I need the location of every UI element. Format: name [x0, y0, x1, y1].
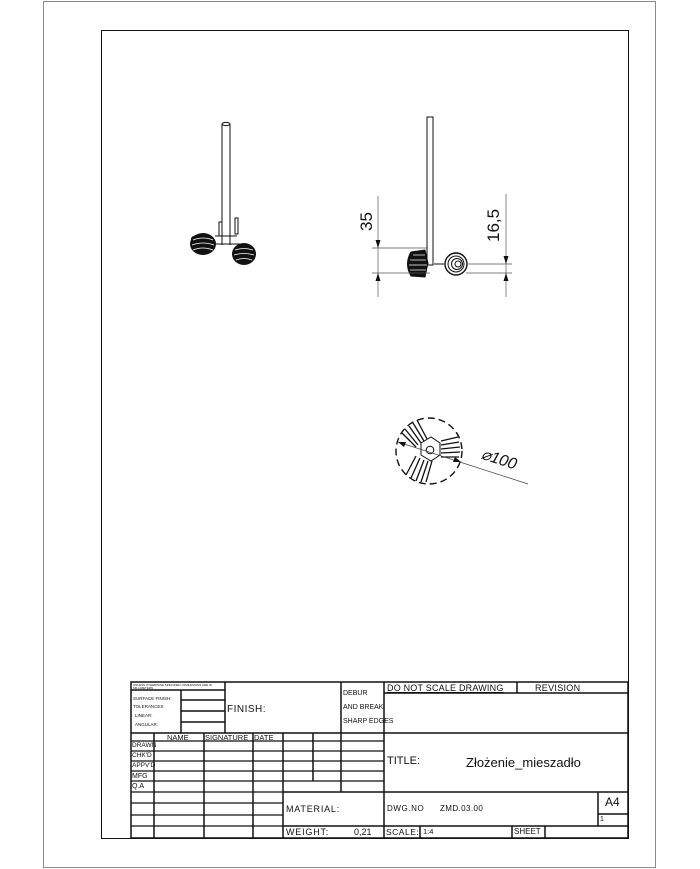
tolerance-header: UNLESS OTHERWISE SPECIFIED: DIMENSIONS ARE IN MILLIMETERS — [133, 683, 212, 690]
debur-line3: SHARP EDGES — [343, 718, 394, 725]
dimension-35: 35 — [357, 212, 376, 231]
angular-label: ANGULAR: — [135, 722, 159, 727]
dwg-no-value: ZMD.03.00 — [440, 804, 484, 813]
row-label-checked: CHK'D — [132, 752, 152, 759]
row-label-drawn: DRAWN — [132, 742, 157, 749]
scale-label: SCALE: — [386, 827, 420, 837]
title-label: TITLE: — [387, 755, 421, 767]
col-header-signature: SIGNATURE — [205, 733, 249, 742]
dimension-16-5: 16,5 — [484, 208, 503, 242]
col-header-name: NAME — [167, 733, 189, 742]
col-header-date: DATE — [254, 733, 274, 742]
sheet-label: SHEET — [514, 827, 541, 836]
weight-label: WEIGHT: — [286, 827, 330, 837]
scale-value: 1:4 — [423, 827, 434, 836]
do-not-scale-label: DO NOT SCALE DRAWING — [387, 683, 504, 693]
title-value: Złożenie_mieszadło — [466, 755, 581, 770]
debur-line1: DEBUR — [343, 690, 368, 697]
row-label-approved: APPV'D — [132, 762, 156, 769]
revision-label: REVISION — [535, 683, 581, 693]
sheet-size: A4 — [605, 795, 620, 809]
tolerances-label: TOLERANCES: — [133, 704, 165, 709]
row-label-qa: Q.A — [132, 783, 145, 790]
debur-line2: AND BREAK — [343, 704, 384, 711]
weight-value: 0,21 — [354, 827, 372, 837]
surface-finish-label: SURFACE FINISH: — [133, 696, 172, 701]
linear-label: LINEAR: — [135, 713, 153, 718]
dimension-diameter-100: ⌀100 — [479, 446, 519, 474]
dwg-no-label: DWG.NO — [387, 804, 425, 813]
material-label: MATERIAL: — [286, 804, 341, 814]
row-label-mfg: MFG — [132, 773, 148, 780]
finish-label: FINISH: — [227, 704, 267, 715]
sheet-number: 1 — [600, 816, 604, 823]
